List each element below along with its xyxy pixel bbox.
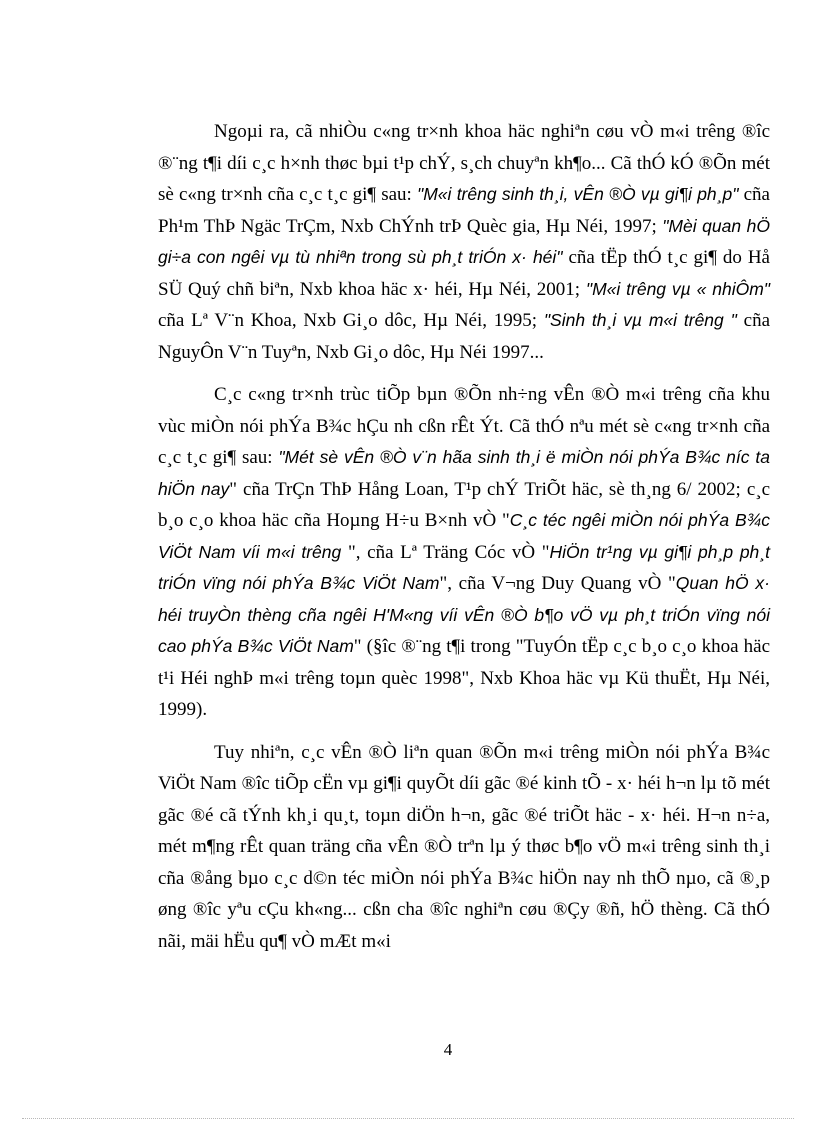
- italic-title-text: HiÖn tr¹ng vµ gi¶i ph¸p ph¸t triÓn vïng nói phÝa B¾c ViÖt Nam: [158, 541, 775, 593]
- italic-title-text: "Sinh th¸i vµ m«i trêng ": [543, 310, 737, 330]
- text-run: cña Lª V¨n Khoa, Nxb Gi¸o dôc, Hµ Néi, 1995;: [158, 278, 775, 331]
- text-run: ", cña Lª Träng Cóc vÒ ": [348, 541, 550, 563]
- text-run: cña tËp thÓ t¸c gi¶ do Hå SÜ Quý chñ biªn, Nxb khoa häc x· héi, Hµ Néi, 2001;: [158, 247, 775, 300]
- text-run: cña NguyÔn V¨n Tuyªn, Nxb Gi¸o dôc, Hµ Néi 1997...: [158, 310, 775, 363]
- page-bottom-border: [22, 1118, 794, 1119]
- paragraph-3: [158, 737, 775, 958]
- paragraph-1: [158, 116, 775, 368]
- body-text: [158, 116, 775, 968]
- paragraph-2: [158, 379, 775, 726]
- italic-title-text: C¸c téc ngêi miÒn nói phÝa B¾c ViÖt Nam víi m«i trêng: [158, 510, 775, 562]
- text-run: " (§îc ®¨ng t¶i trong "TuyÓn tËp c¸c b¸o c¸o khoa häc t¹i Héi nghÞ m«i trêng toµn quèc 1998", Nxb Khoa häc vµ Kü thuËt, Hµ Néi, 1999).: [158, 636, 775, 720]
- text-run: ", cña V¬ng Duy Quang vÒ ": [439, 573, 676, 594]
- italic-title-text: "Mèi quan hÖ gi÷a con ngêi vµ tù nhiªn trong sù ph¸t triÓn x· héi": [158, 215, 775, 267]
- text-run: cña Ph¹m ThÞ Ngäc TrÇm, Nxb ChÝnh trÞ Quèc gia, Hµ Néi, 1997;: [158, 184, 775, 237]
- text-run: C¸c c«ng tr×nh trùc tiÕp bµn ®Õn nh÷ng vÊn ®Ò m«i trêng cña khu vùc miÒn nói phÝa B¾c hÇu nh cßn rÊt Ýt. Cã thÓ nªu mét sè c«ng tr×nh cña c¸c t¸c gi¶ sau:: [158, 384, 775, 468]
- italic-title-text: "M«i trêng sinh th¸i, vÊn ®Ò vµ gi¶i ph¸p": [417, 184, 739, 204]
- text-run: Tuy nhiªn, c¸c vÊn ®Ò liªn quan ®Õn m«i trêng miÒn nói phÝa B¾c ViÖt Nam ®îc tiÕp cËn vµ gi¶i quyÕt díi gãc ®é kinh tÕ - x· héi h¬n lµ tõ mét gãc ®é cã tÝnh kh¸i qu¸t, toµn diÖn h¬n, gãc ®é triÕt häc - x· héi. H¬n n÷a, mét m¶ng rÊt quan träng cña vÊn ®Ò trªn lµ ý thøc b¶o vÖ m«i trêng sinh th¸i cña ®ång bµo c¸c d©n téc miÒn nói phÝa B¾c hiÖn nay nh thÕ nµo, cã ®¸p øng ®îc yªu cÇu kh«ng... cßn cha ®îc nghiªn cøu ®Çy ®ñ, hÖ thèng. Cã thÓ nãi, mäi hËu qu¶ vÒ mÆt m«i: [158, 741, 775, 952]
- italic-title-text: Quan hÖ x· héi truyÒn thèng cña ngêi H'M«ng víi vÊn ®Ò b¶o vÖ vµ ph¸t triÓn vïng nói cao phÝa B¾c ViÖt Nam: [158, 573, 775, 656]
- text-run: " cña TrÇn ThÞ Hång Loan, T¹p chÝ TriÕt häc, sè th¸ng 6/ 2002; c¸c b¸o c¸o khoa häc cña Hoµng H÷u B×nh vÒ ": [158, 478, 775, 531]
- text-run: Ngoµi ra, cã nhiÒu c«ng tr×nh khoa häc nghiªn cøu vÒ m«i trêng ®îc ®¨ng t¶i díi c¸c h×nh thøc bµi t¹p chÝ, s¸ch chuyªn kh¶o... Cã thÓ kÓ ®Õn mét sè c«ng tr×nh cña c¸c t¸c gi¶ sau:: [158, 121, 775, 205]
- italic-title-text: "Mét sè vÊn ®Ò v¨n hãa sinh th¸i ë miÒn nói phÝa B¾c níc ta hiÖn nay: [158, 447, 775, 499]
- page-number: 4: [443, 1040, 453, 1059]
- italic-title-text: "M«i trêng vµ « nhiÔm": [585, 278, 770, 299]
